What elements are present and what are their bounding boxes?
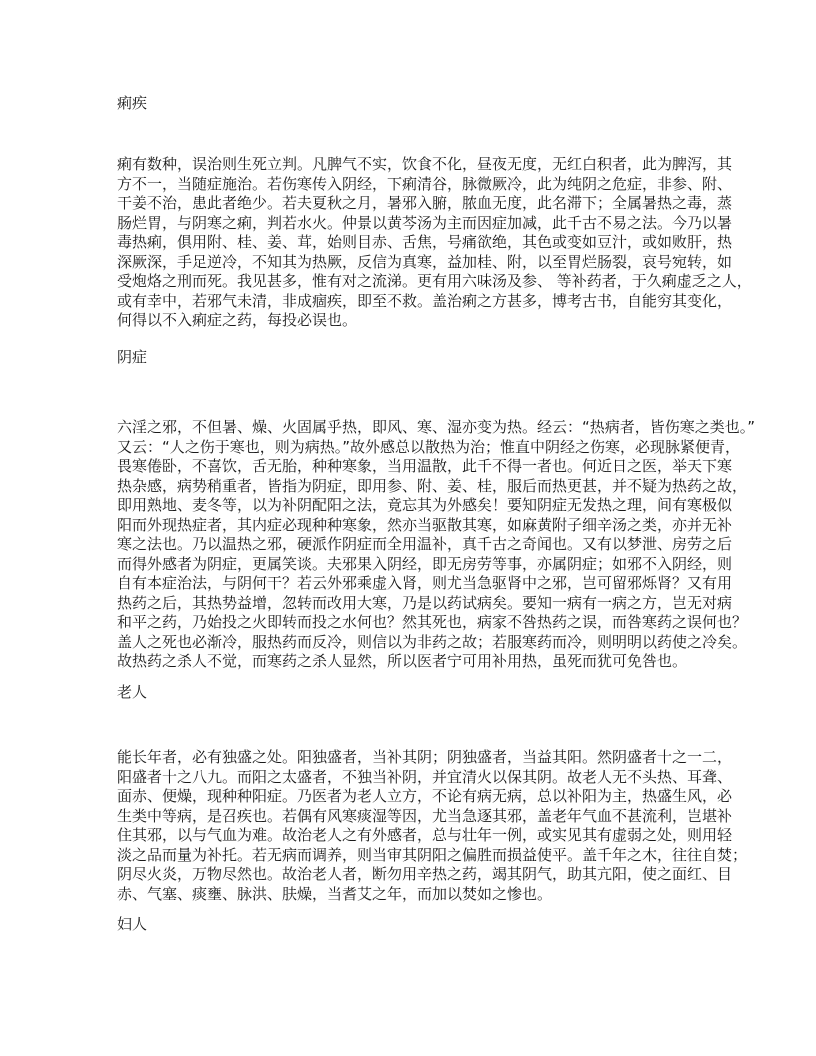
section-heading-dysentery: 痢疾 — [117, 94, 148, 112]
text-line: 六淫之邪，不但暑、燥、火固属乎热，即风、寒、湿亦变为热。经云：“热病者，皆伤寒之类也。” — [117, 418, 756, 436]
section-heading-elderly: 老人 — [117, 683, 148, 701]
section-heading-yin-syndrome: 阴症 — [117, 348, 148, 366]
text-line: 阳盛者十之八九。而阳之太盛者，不独当补阴，并宜清火以保其阴。故老人无不头热、耳聋、 — [117, 767, 733, 786]
text-line: 热杂感，病势稍重者，皆指为阴症，即用参、附、姜、桂，服后而热更甚，并不疑为热药之故， — [117, 476, 748, 495]
section-body-elderly — [117, 748, 748, 904]
text-line: 肠烂胃，与阴寒之痢，判若水火。仲景以黄芩汤为主而因症加减，此千古不易之法。今乃以暑 — [117, 213, 733, 232]
text-line: 受炮烙之刑而死。我见甚多，惟有对之流涕。更有用六味汤及参、 等补药者，于久痢虚乏之人， — [117, 272, 752, 290]
text-line: 深厥深，手足逆冷，不知其为热厥，反信为真寒，益加桂、附，以至胃烂肠裂，哀号宛转，如 — [117, 252, 733, 271]
text-line: 畏寒倦卧，不喜饮，舌无胎，种种寒象，当用温散，此千不得一者也。何近日之医，举天下寒 — [117, 457, 733, 475]
text-line: 故热药之杀人不觉，而寒药之杀人显然，所以医者宁可用补用热，虽死而犹可免咎也。 — [117, 652, 688, 670]
text-line: 痢有数种，误治则生死立判。凡脾气不实，饮食不化，昼夜无度，无红白积者，此为脾泻，其 — [117, 155, 733, 173]
text-line: 赤、气塞、痰壅、脉洪、肤燥，当耆艾之年，而加以焚如之惨也。 — [117, 884, 553, 903]
text-line: 而得外感者为阴症，更属笑谈。夫邪果入阴经，即无房劳等事，亦属阴症；如邪不入阴经，则 — [117, 554, 733, 573]
text-line: 淡之品而量为补托。若无病而调养，则当审其阴阳之偏胜而损益使平。盖千年之木，往往自焚； — [117, 845, 748, 864]
text-line: 又云：“人之伤于寒也，则为病热。”故外感总以散热为治；惟直中阴经之伤寒，必现脉紧便青， — [117, 437, 741, 456]
section-heading-women: 妇人 — [117, 915, 148, 933]
text-line: 盖人之死也必渐冷，服热药而反冷，则信以为非药之故；若服寒药而冷，则明明以药使之冷矣。 — [117, 632, 748, 651]
text-line: 即用熟地、麦冬等，以为补阴配阳之法，竟忘其为外感矣！要知阴症无发热之理，间有寒极似 — [117, 496, 733, 514]
text-line: 阳而外现热症者，其内症必现种种寒象，然亦当驱散其寒，如麻黄附子细辛汤之类，亦并无补 — [117, 515, 733, 534]
text-line: 方不一，当随症施治。若伤寒传入阴经，下痢清谷，脉微厥冷，此为纯阴之危症，非参、附、 — [117, 174, 733, 193]
text-line: 何得以不入痢症之药，每投必误也。 — [117, 311, 358, 329]
text-line: 毒热痢，俱用附、桂、姜、茸，始则目赤、舌焦，号痛欲绝，其色或变如豆汁，或如败肝，热 — [117, 233, 733, 251]
text-line: 生类中等病，是召疾也。若偶有风寒痰湿等因，尤当急逐其邪，盖老年气血不甚流利，岂堪补 — [117, 806, 733, 825]
text-line: 寒之法也。乃以温热之邪，硬派作阴症而全用温补，真千古之奇闻也。又有以梦泄、房劳之后 — [117, 535, 733, 553]
text-line: 面赤、便燥，现种种阳症。乃医者为老人立方，不论有病无病，总以补阳为主，热盛生风，必 — [117, 787, 733, 805]
text-line: 自有本症治法，与阴何干？若云外邪乘虚入肾，则尤当急驱肾中之邪，岂可留邪烁肾？又有用 — [117, 574, 733, 592]
text-line: 和平之药，乃始投之火即转而投之水何也？然其死也，病家不咎热药之误，而咎寒药之误何也？ — [117, 613, 748, 631]
section-body-yin-syndrome — [117, 418, 756, 672]
text-line: 能长年者，必有独盛之处。阳独盛者，当补其阴；阴独盛者，当益其阳。然阴盛者十之一二， — [117, 748, 733, 766]
text-line: 干姜不治，患此者绝少。若夫夏秋之月，暑邪入腑，脓血无度，此名滞下；全属暑热之毒，蒸 — [117, 194, 733, 212]
text-line: 阴尽火炎，万物尽然也。故治老人者，断勿用辛热之药，竭其阴气，助其亢阳，使之面红、目 — [117, 865, 733, 883]
text-line: 热药之后，其热势益增，忽转而改用大寒，乃是以药试病矣。要知一病有一病之方，岂无对病 — [117, 593, 733, 612]
text-line: 住其邪，以与气血为难。故治老人之有外感者，总与壮年一例，或实见其有虚弱之处，则用轻 — [117, 826, 733, 844]
text-line: 或有幸中，若邪气未清，非成痼疾，即至不救。盖治痢之方甚多，博考古书，自能穷其变化， — [117, 291, 733, 310]
section-body-dysentery — [117, 155, 752, 331]
